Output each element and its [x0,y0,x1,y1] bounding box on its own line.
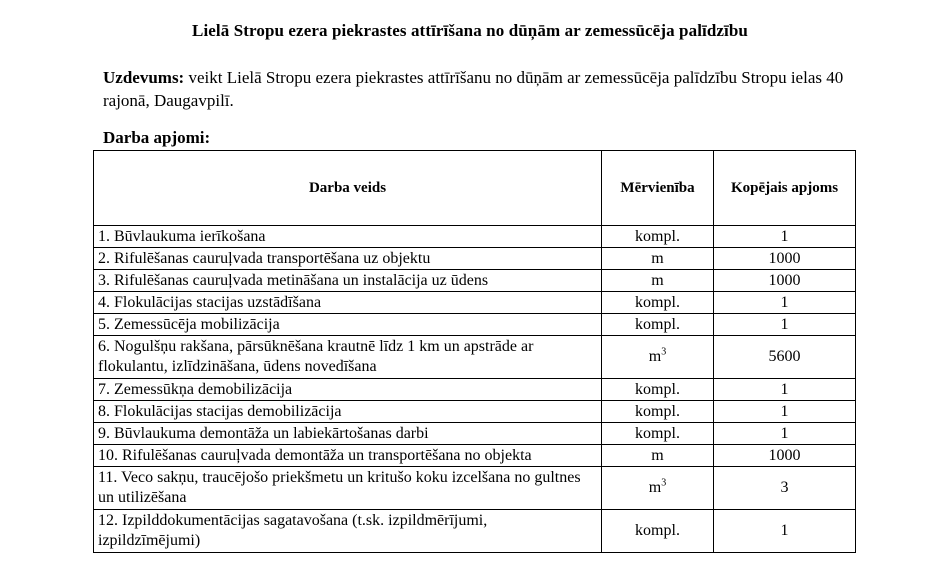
row-quantity: 3 [714,467,856,510]
table-row [94,510,856,553]
unit-text: m [648,348,662,365]
section-title: Darba apjomi: [103,128,211,147]
task-paragraph [103,66,863,112]
row-work-name: 7. Zemessūkņa demobilizācija [94,379,602,401]
row-quantity: 1000 [714,270,856,292]
row-work-name-line: 12. Izpilddokumentācijas sagatavošana (t.sk. izpildmērījumi, [98,512,488,529]
table-row [94,401,856,423]
row-quantity: 1 [714,292,856,314]
table-row [94,379,856,401]
row-work-name: 2. Rifulēšanas cauruļvada transportēšana uz objektu [94,248,602,270]
row-work-name: 8. Flokulācijas stacijas demobilizācija [94,401,602,423]
table-row [94,292,856,314]
row-quantity: 1000 [714,248,856,270]
row-unit: m [602,270,714,292]
table-row [94,423,856,445]
header-unit: Mērvienība [602,151,714,226]
table-row [94,270,856,292]
row-quantity: 1 [714,314,856,336]
row-quantity: 1 [714,401,856,423]
row-work-name [94,510,602,553]
row-unit: m [602,248,714,270]
row-work-name: 5. Zemessūcēja mobilizācija [94,314,602,336]
row-quantity: 1 [714,226,856,248]
table-row [94,467,856,510]
unit-text: m [648,479,662,496]
row-work-name: 3. Rifulēšanas cauruļvada metināšana un instalācija uz ūdens [94,270,602,292]
row-unit: kompl. [602,510,714,553]
row-unit [602,336,714,379]
row-quantity: 5600 [714,336,856,379]
row-work-name: 1. Būvlaukuma ierīkošana [94,226,602,248]
table-row [94,445,856,467]
document-title: Lielā Stropu ezera piekrastes attīrīšana no dūņām ar zemessūcēja palīdzību [192,21,748,40]
row-unit: m [602,445,714,467]
row-quantity: 1 [714,379,856,401]
task-label: Uzdevums: [103,68,185,87]
unit-superscript: 3 [661,477,667,489]
row-work-name: 10. Rifulēšanas cauruļvada demontāža un transportēšana no objekta [94,445,602,467]
row-unit: kompl. [602,379,714,401]
row-quantity: 1 [714,423,856,445]
row-quantity: 1 [714,510,856,553]
row-unit: kompl. [602,423,714,445]
row-work-name: 9. Būvlaukuma demontāža un labiekārtošanas darbi [94,423,602,445]
row-unit: kompl. [602,226,714,248]
row-unit: kompl. [602,292,714,314]
table-row [94,314,856,336]
unit-superscript: 3 [661,346,667,358]
header-total: Kopējais apjoms [714,151,856,226]
row-work-name: 6. Nogulšņu rakšana, pārsūknēšana krautnē līdz 1 km un apstrāde ar flokulantu, izlīdzināšana, ūdens novedīšana [94,336,602,379]
table-header-row [94,151,856,226]
task-text: veikt Lielā Stropu ezera piekrastes attīrīšanu no dūņām ar zemessūcēja palīdzību Stropu ielas 40 rajonā, Daugavpilī. [103,68,844,110]
row-quantity: 1000 [714,445,856,467]
row-work-name: 4. Flokulācijas stacijas uzstādīšana [94,292,602,314]
row-unit [602,467,714,510]
row-unit: kompl. [602,401,714,423]
row-work-name-line: izpildzīmējumi) [98,532,201,549]
table-row [94,248,856,270]
table-row [94,336,856,379]
row-unit: kompl. [602,314,714,336]
table-row [94,226,856,248]
header-work-type: Darba veids [94,151,602,226]
work-scope-table [93,150,856,553]
row-work-name: 11. Veco sakņu, traucējošo priekšmetu un kritušo koku izcelšana no gultnes un utilizēšana [94,467,602,510]
